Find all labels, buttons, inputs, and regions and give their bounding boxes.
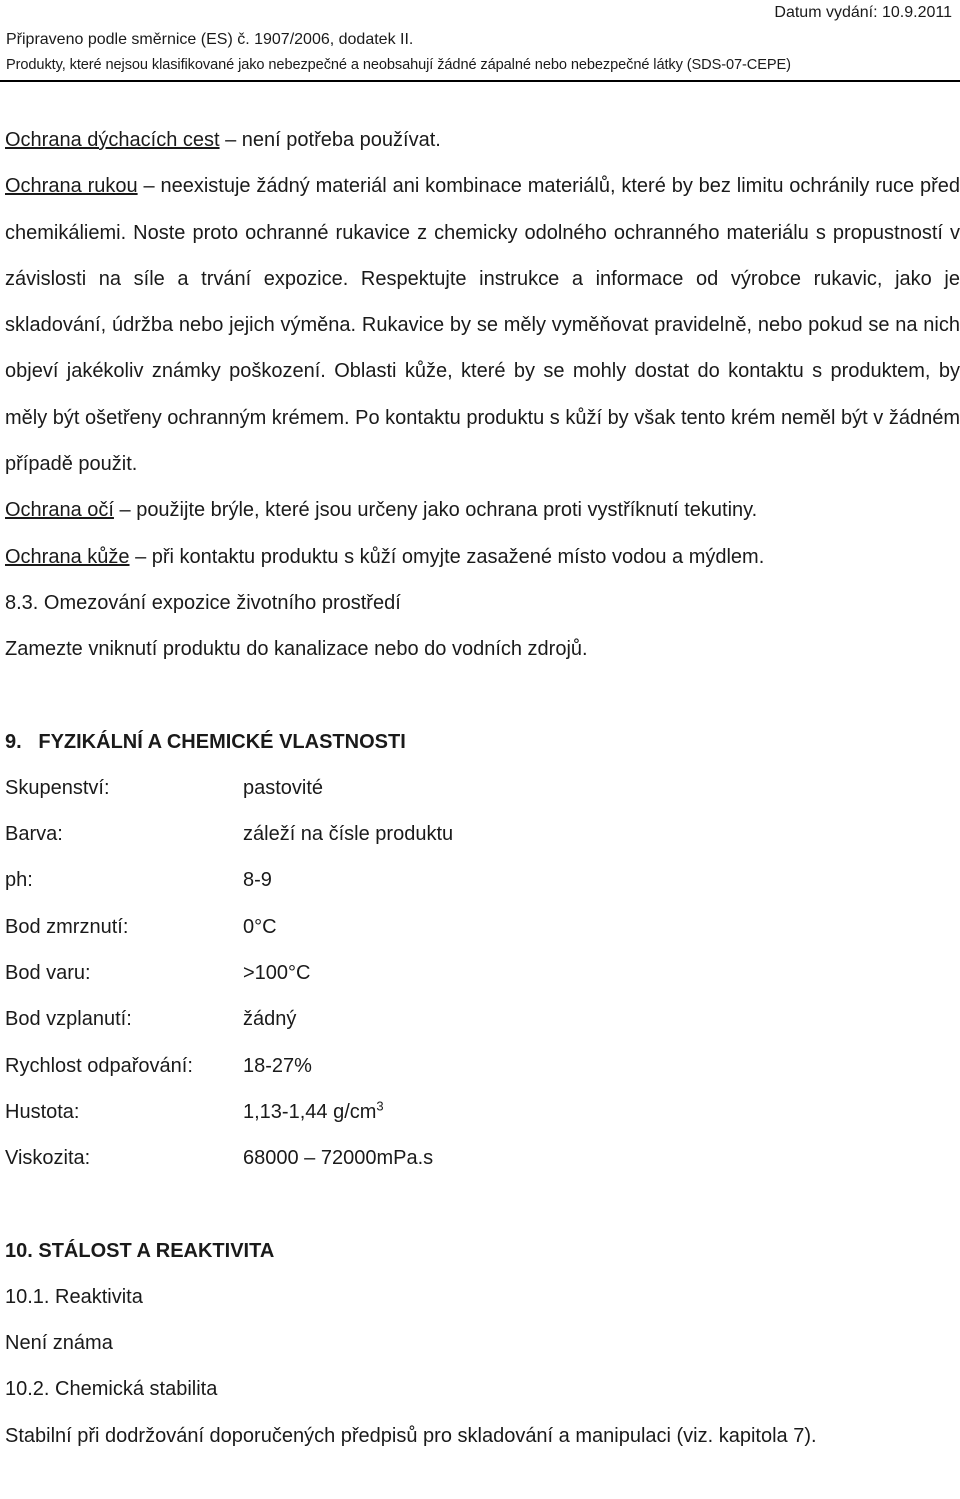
- property-value: žádný: [243, 1008, 297, 1031]
- respiratory-protection: [5, 117, 960, 163]
- property-row: [5, 904, 960, 950]
- env-exposure-text: Zamezte vniknutí produktu do kanalizace nebo do vodních zdrojů.: [5, 638, 588, 661]
- skin-protection-text: – při kontaktu produktu s kůží omyjte zasažené místo vodou a mýdlem.: [129, 545, 765, 568]
- env-exposure-heading: 8.3. Omezování expozice životního prostředí: [5, 591, 401, 614]
- document-body: [5, 117, 960, 1459]
- hand-protection-label: Ochrana rukou: [5, 175, 138, 198]
- reactivity-text: Není známa: [5, 1332, 113, 1355]
- stability-text: Stabilní při dodržování doporučených předpisů pro skladování a manipulaci (viz. kapitola 7).: [5, 1424, 817, 1447]
- property-value: pastovité: [243, 776, 324, 799]
- property-row: [5, 950, 960, 996]
- property-label: ph:: [5, 869, 33, 892]
- header-product-class: Produkty, které nejsou klasifikované jako nebezpečné a neobsahují žádné zápalné nebo nebezpečné látky (SDS-07-CEPE): [6, 57, 791, 73]
- property-value: 8-9: [243, 869, 272, 892]
- property-row: [5, 857, 960, 903]
- property-label: Bod varu:: [5, 962, 91, 985]
- header-rule: [0, 80, 960, 82]
- property-value: 68000 – 72000mPa.s: [243, 1147, 434, 1170]
- property-row: [5, 1043, 960, 1089]
- eye-protection-text: – použijte brýle, které jsou určeny jako ochrana proti vystříknutí tekutiny.: [113, 499, 758, 522]
- property-label: Bod zmrznutí:: [5, 915, 129, 938]
- respiratory-protection-text: – není potřeba používat.: [219, 129, 441, 151]
- property-label: Skupenství:: [5, 776, 110, 799]
- property-label: Viskozita:: [5, 1147, 91, 1170]
- header-date: Datum vydání: 10.9.2011: [774, 4, 952, 21]
- eye-protection-label: Ochrana očí: [5, 499, 114, 522]
- stability-heading: 10.2. Chemická stabilita: [5, 1378, 218, 1401]
- property-label: Hustota:: [5, 1100, 80, 1123]
- property-label: Barva:: [5, 823, 63, 846]
- density-value: 1,13-1,44 g/cm: [243, 1100, 377, 1123]
- property-value: 18-27%: [243, 1054, 312, 1077]
- eye-protection: [5, 487, 960, 533]
- property-label: Bod vzplanutí:: [5, 1008, 132, 1031]
- header-regulation: Připraveno podle směrnice (ES) č. 1907/2006, dodatek II.: [6, 31, 414, 48]
- property-value: >100°C: [243, 962, 311, 985]
- property-row: [5, 1089, 960, 1135]
- reactivity-heading: 10.1. Reaktivita: [5, 1285, 143, 1308]
- density-exponent: 3: [376, 1098, 384, 1114]
- property-row: [5, 1135, 960, 1181]
- property-value: [243, 1089, 384, 1135]
- section10-heading: 10. STÁLOST A REAKTIVITA: [5, 1239, 275, 1262]
- property-value: záleží na čísle produktu: [243, 823, 454, 846]
- property-label: Rychlost odpařování:: [5, 1054, 193, 1077]
- respiratory-protection-label: Ochrana dýchacích cest: [5, 129, 220, 151]
- hand-protection: [5, 163, 960, 487]
- property-row: [5, 996, 960, 1042]
- skin-protection: [5, 534, 960, 580]
- property-value: 0°C: [243, 915, 277, 938]
- skin-protection-label: Ochrana kůže: [5, 545, 130, 568]
- property-row: [5, 765, 960, 811]
- hand-protection-text: – neexistuje žádný materiál ani kombinace materiálů, které by bez limitu ochránily ruce před chemikáliemi. Noste proto ochranné rukavice z chemicky odolného ochranného materiálu s propustností v závislosti na síle a trvání expozice. Respektujte instrukce a informace od výrobce rukavic, jako je skladování, údržba nebo jejich výměna. Rukavice by se měly vyměňovat pravidelně, nebo pokud se na nich objeví jakékoliv známky poškození. Oblasti kůže, které by se mohly dostat do kontaktu s produktem, by měly být ošetřeny ochranným krémem. Po kontaktu produktu s kůží by však tento krém neměl být v žádném případě použit.: [5, 175, 960, 476]
- section9-heading: 9. FYZIKÁLNÍ A CHEMICKÉ VLASTNOSTI: [5, 730, 406, 753]
- property-row: [5, 811, 960, 857]
- property-list: [5, 765, 960, 1182]
